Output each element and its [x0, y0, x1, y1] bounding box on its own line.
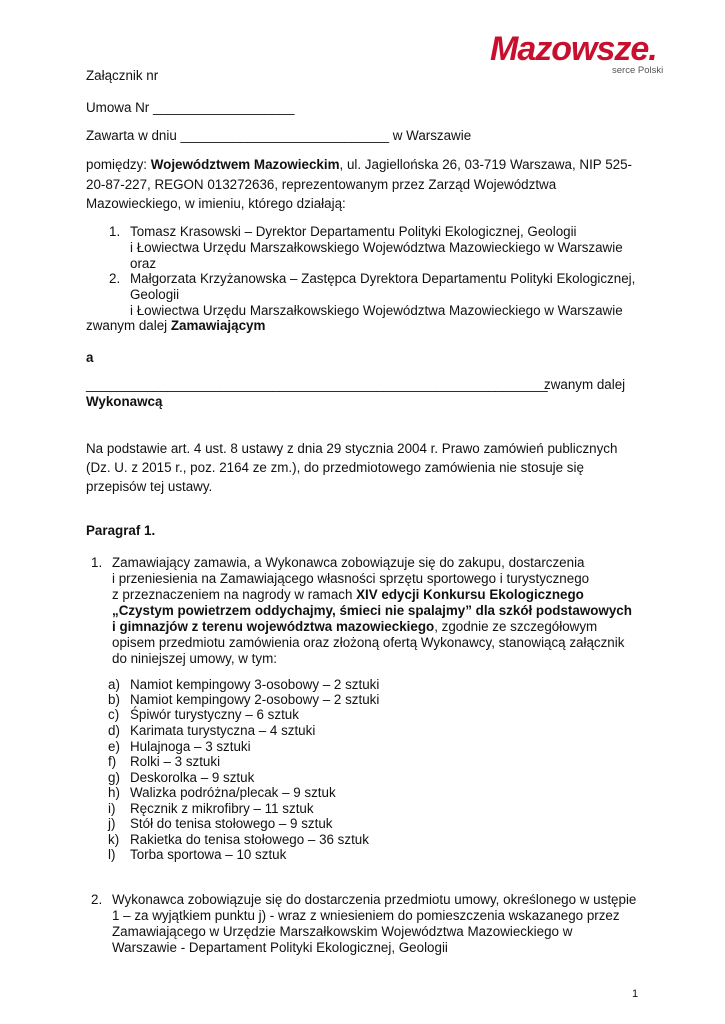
- point-2-line-1: Wykonawca zobowiązuje się do dostarczenia przedmiotu umowy, określonego w ustępie: [112, 892, 637, 907]
- item-letter: e): [108, 739, 120, 754]
- item-letter: k): [108, 832, 120, 847]
- party-name: Województwem Mazowieckim: [150, 157, 340, 172]
- list-item: Deskorolka – 9 sztuk: [130, 770, 255, 785]
- legal-basis-line-3: przepisów tej ustawy.: [86, 479, 213, 494]
- logo-tagline: serce Polski: [612, 65, 664, 76]
- contractor-called: zwanym dalej: [544, 377, 626, 392]
- party-address: , ul. Jagiellońska 26, 03-719 Warszawa, NIP 525-: [339, 157, 633, 172]
- concluded-on-prefix: Zawarta w dniu ____________________________: [86, 128, 390, 143]
- page-number: 1: [632, 988, 639, 1000]
- legal-basis-line-1: Na podstawie art. 4 ust. 8 ustawy z dnia 29 stycznia 2004 r. Prawo zamówień publicznych: [86, 441, 618, 456]
- point-2-num: 2.: [91, 892, 103, 907]
- item-letter: c): [108, 707, 120, 722]
- list-item: Karimata turystyczna – 4 sztuki: [130, 723, 316, 738]
- contract-number: Umowa Nr ___________________: [86, 100, 295, 115]
- called-ordering-party: [86, 318, 265, 334]
- concluded-on: [86, 128, 471, 144]
- item-letter: d): [108, 723, 120, 738]
- rep-2-num: 2.: [109, 271, 121, 286]
- point-1-line-2: i przeniesienia na Zamawiającego własności sprzętu sportowego i turystycznego: [112, 571, 590, 586]
- paragraph-1-heading: Paragraf 1.: [86, 523, 156, 538]
- parties-line-3: Mazowieckiego, w imieniu, którego działają:: [86, 196, 346, 211]
- ordering-party-term: Zamawiającym: [170, 318, 266, 333]
- rep-2-line-1: Małgorzata Krzyżanowska – Zastępca Dyrektora Departamentu Polityki Ekologicznej,: [130, 271, 636, 286]
- rep-1-num: 1.: [109, 224, 121, 239]
- contest-name: „Czystym powietrzem oddychajmy, śmieci nie spalajmy” dla szkół podstawowych: [112, 603, 632, 618]
- point-1-line-3-prefix: z przeznaczeniem na nagrody w ramach: [112, 587, 357, 602]
- item-letter: b): [108, 692, 120, 707]
- list-item: Walizka podróżna/plecak – 9 sztuk: [130, 785, 336, 800]
- item-letter: i): [108, 801, 116, 816]
- contest-edition: XIV edycji Konkursu Ekologicznego: [356, 587, 584, 602]
- list-item: Stół do tenisa stołowego – 9 sztuk: [130, 816, 333, 831]
- called-prefix: zwanym dalej: [86, 318, 171, 333]
- contractor-term: Wykonawcą: [86, 394, 163, 409]
- list-item: Namiot kempingowy 2-osobowy – 2 sztuki: [130, 692, 380, 707]
- list-item: Hulajnoga – 3 sztuki: [130, 739, 251, 754]
- point-1-line-5-rest: , zgodnie ze szczegółowym: [434, 619, 598, 634]
- point-2-line-3: Zamawiającego w Urzędzie Marszałkowskim Województwa Mazowieckiego w: [112, 924, 573, 939]
- legal-basis-line-2: (Dz. U. z 2015 r., poz. 2164 ze zm.), do przedmiotowego zamówienia nie stosuje się: [86, 460, 584, 475]
- list-item: Śpiwór turystyczny – 6 sztuk: [130, 707, 299, 722]
- rep-2-line-3: i Łowiectwa Urzędu Marszałkowskiego Województwa Mazowieckiego w Warszawie: [130, 303, 623, 318]
- rep-1-line-3: oraz: [130, 256, 157, 271]
- contractor-blank-line: ______________________________________________________________: [86, 377, 548, 392]
- item-letter: f): [108, 754, 117, 769]
- rep-2-line-2: Geologii: [130, 287, 180, 302]
- list-item: Namiot kempingowy 3-osobowy – 2 sztuki: [130, 677, 380, 692]
- and-conjunction: a: [86, 350, 94, 365]
- logo-wordmark: Mazowsze.: [490, 30, 657, 68]
- contest-scope: i gimnazjów z terenu województwa mazowieckiego: [112, 619, 435, 634]
- concluded-on-suffix: w Warszawie: [392, 128, 472, 143]
- between-prefix: pomiędzy:: [86, 157, 151, 172]
- item-letter: l): [108, 847, 116, 862]
- point-1-num: 1.: [91, 555, 103, 570]
- list-item: Rakietka do tenisa stołowego – 36 sztuk: [130, 832, 369, 847]
- point-1-line-5: [112, 619, 597, 635]
- point-1-line-6: opisem przedmiotu zamówienia oraz złożoną ofertą Wykonawcy, stanowiącą załącznik: [112, 635, 625, 650]
- point-1-line-1: Zamawiający zamawia, a Wykonawca zobowiązuje się do zakupu, dostarczenia: [112, 555, 585, 570]
- point-2-line-4: Warszawie - Departament Polityki Ekologicznej, Geologii: [112, 940, 448, 955]
- attachment-label: Załącznik nr: [86, 68, 159, 83]
- point-2-line-2: 1 – za wyjątkiem punktu j) - wraz z wniesieniem do pomieszczenia wskazanego przez: [112, 908, 620, 923]
- item-letter: j): [108, 816, 116, 831]
- point-1-line-7: do niniejszej umowy, w tym:: [112, 651, 277, 666]
- rep-1-line-1: Tomasz Krasowski – Dyrektor Departamentu Polityki Ekologicznej, Geologii: [130, 224, 577, 239]
- rep-1-line-2: i Łowiectwa Urzędu Marszałkowskiego Województwa Mazowieckiego w Warszawie: [130, 240, 623, 255]
- parties-line-1: [86, 157, 632, 173]
- list-item: Torba sportowa – 10 sztuk: [130, 847, 287, 862]
- item-letter: a): [108, 677, 120, 692]
- item-letter: h): [108, 785, 120, 800]
- list-item: Ręcznik z mikrofibry – 11 sztuk: [130, 801, 314, 816]
- mazowsze-logo: [490, 30, 690, 80]
- point-1-line-3: [112, 587, 584, 603]
- parties-line-2: 20-87-227, REGON 013272636, reprezentowanym przez Zarząd Województwa: [86, 177, 557, 192]
- item-letter: g): [108, 770, 120, 785]
- list-item: Rolki – 3 sztuki: [130, 754, 221, 769]
